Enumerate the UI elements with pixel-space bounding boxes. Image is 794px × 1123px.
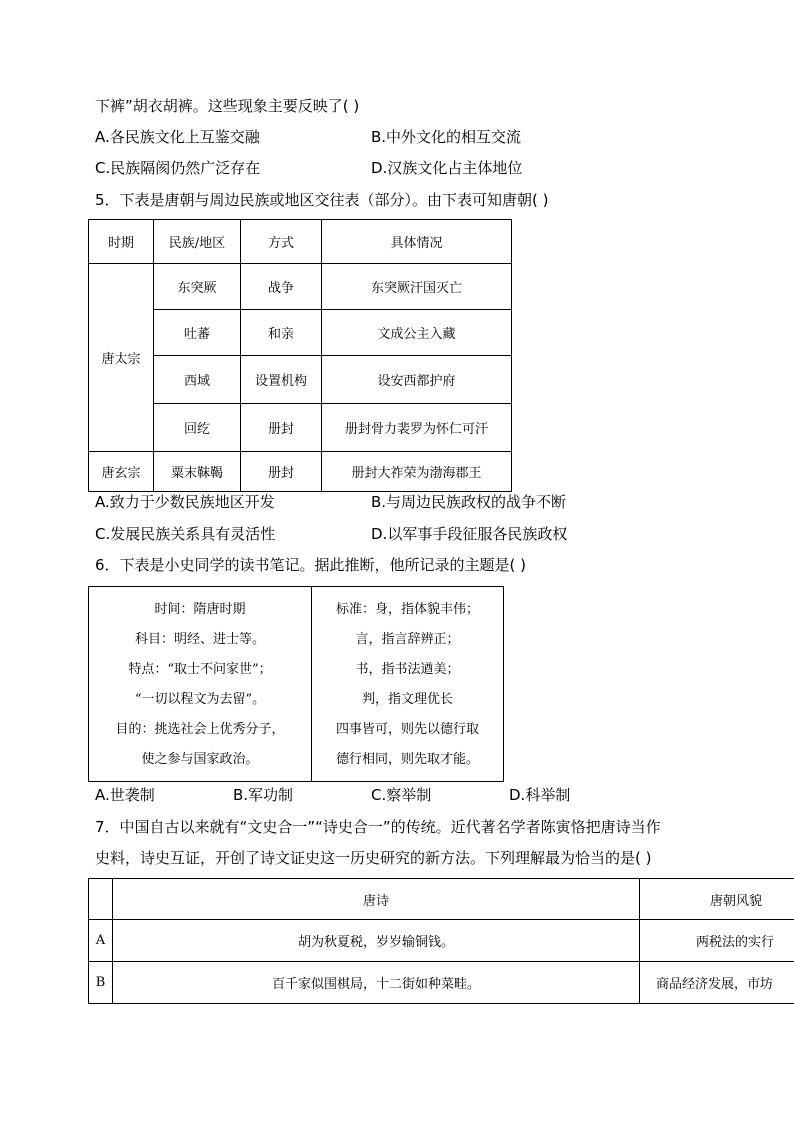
q7-stem-line2: 史料，诗史互证，开创了诗文证史这一历史研究的新方法。下列理解最为恰当的是( ) bbox=[95, 849, 652, 867]
region-cell: 东突厥 bbox=[154, 264, 241, 310]
period-cell: 唐玄宗 bbox=[89, 452, 154, 492]
method-cell: 册封 bbox=[241, 452, 322, 492]
table-row bbox=[89, 920, 794, 962]
note-line: 四事皆可，则先以德行取 bbox=[335, 722, 479, 737]
q6-option-c: C.察举制 bbox=[371, 786, 432, 804]
q4-option-b: B.中外文化的相互交流 bbox=[371, 128, 522, 146]
table-row bbox=[89, 452, 512, 492]
q5-option-d: D.以军事手段征服各民族政权 bbox=[371, 525, 568, 543]
poem-cell: 胡为秋夏税，岁岁输铜钱。 bbox=[113, 920, 640, 962]
q6-option-d: D.科举制 bbox=[509, 786, 571, 804]
table-header-cell: 时期 bbox=[89, 220, 154, 264]
feature-cell: 商品经济发展，市坊 bbox=[640, 962, 794, 1004]
q5-option-b: B.与周边民族政权的战争不断 bbox=[371, 493, 567, 511]
method-cell: 设置机构 bbox=[241, 356, 322, 404]
notes-left-cell bbox=[89, 587, 312, 782]
q5-option-a: A.致力于少数民族地区开发 bbox=[95, 493, 275, 511]
table-header-row bbox=[89, 220, 512, 264]
q6-option-b: B.军功制 bbox=[233, 786, 294, 804]
q6-notes-table bbox=[88, 586, 504, 782]
q7-stem-line1: 7．中国自古以来就有“文史合一”“诗史合一”的传统。近代著名学者陈寅恪把唐诗当作 bbox=[95, 818, 661, 836]
table-row bbox=[89, 264, 512, 310]
q5-stem: 5．下表是唐朝与周边民族或地区交往表（部分）。由下表可知唐朝( ) bbox=[95, 191, 549, 209]
method-cell: 战争 bbox=[241, 264, 322, 310]
notes-right-cell bbox=[312, 587, 504, 782]
note-line: 使之参与国家政治。 bbox=[141, 752, 259, 767]
q4-stem-end: 下裤”胡衣胡裤。这些现象主要反映了( ) bbox=[95, 97, 360, 115]
table-header-cell: 唐诗 bbox=[113, 879, 640, 920]
detail-cell: 东突厥汗国灭亡 bbox=[322, 264, 512, 310]
table-header-cell: 唐朝风貌 bbox=[640, 879, 794, 920]
detail-cell: 设安西都护府 bbox=[322, 356, 512, 404]
q6-option-a: A.世袭制 bbox=[95, 786, 155, 804]
table-header-cell: 方式 bbox=[241, 220, 322, 264]
method-cell: 册封 bbox=[241, 404, 322, 452]
table-header-cell: 民族/地区 bbox=[154, 220, 241, 264]
q5-table bbox=[88, 219, 512, 492]
note-line: 时间：隋唐时期 bbox=[154, 602, 246, 617]
note-line: 科目：明经、进士等。 bbox=[134, 632, 265, 647]
row-label-cell: B bbox=[89, 962, 113, 1004]
region-cell: 吐蕃 bbox=[154, 310, 241, 356]
q4-option-d: D.汉族文化占主体地位 bbox=[371, 159, 523, 177]
detail-cell: 册封骨力裴罗为怀仁可汗 bbox=[322, 404, 512, 452]
region-cell: 回纥 bbox=[154, 404, 241, 452]
q4-option-c: C.民族隔阂仍然广泛存在 bbox=[95, 159, 261, 177]
q4-option-a: A.各民族文化上互鉴交融 bbox=[95, 128, 260, 146]
note-line: 目的：挑选社会上优秀分子， bbox=[115, 722, 285, 737]
q5-option-c: C.发展民族关系具有灵活性 bbox=[95, 525, 276, 543]
note-line: 德行相同，则先取才能。 bbox=[335, 752, 479, 767]
q6-stem: 6．下表是小史同学的读书笔记。据此推断，他所记录的主题是( ) bbox=[95, 556, 527, 574]
note-line: “一切以程文为去留”。 bbox=[134, 692, 266, 707]
detail-cell: 册封大祚荣为渤海郡王 bbox=[322, 452, 512, 492]
detail-cell: 文成公主入藏 bbox=[322, 310, 512, 356]
q7-table bbox=[88, 878, 794, 1004]
table-row bbox=[89, 962, 794, 1004]
feature-cell: 两税法的实行 bbox=[640, 920, 794, 962]
row-label-cell: A bbox=[89, 920, 113, 962]
note-line: 书，指书法遒美； bbox=[355, 662, 460, 677]
note-line: 特点：“取士不问家世”； bbox=[128, 662, 272, 677]
note-line: 标准：身，指体貌丰伟； bbox=[335, 602, 479, 617]
region-cell: 西域 bbox=[154, 356, 241, 404]
note-line: 判，指文理优长 bbox=[361, 692, 453, 707]
table-header-cell bbox=[89, 879, 113, 920]
table-header-row bbox=[89, 879, 794, 920]
region-cell: 粟末靺鞨 bbox=[154, 452, 241, 492]
period-cell: 唐太宗 bbox=[89, 264, 154, 452]
method-cell: 和亲 bbox=[241, 310, 322, 356]
note-line: 言，指言辞辨正； bbox=[355, 632, 460, 647]
table-header-cell: 具体情况 bbox=[322, 220, 512, 264]
poem-cell: 百千家似围棋局，十二街如种菜畦。 bbox=[113, 962, 640, 1004]
